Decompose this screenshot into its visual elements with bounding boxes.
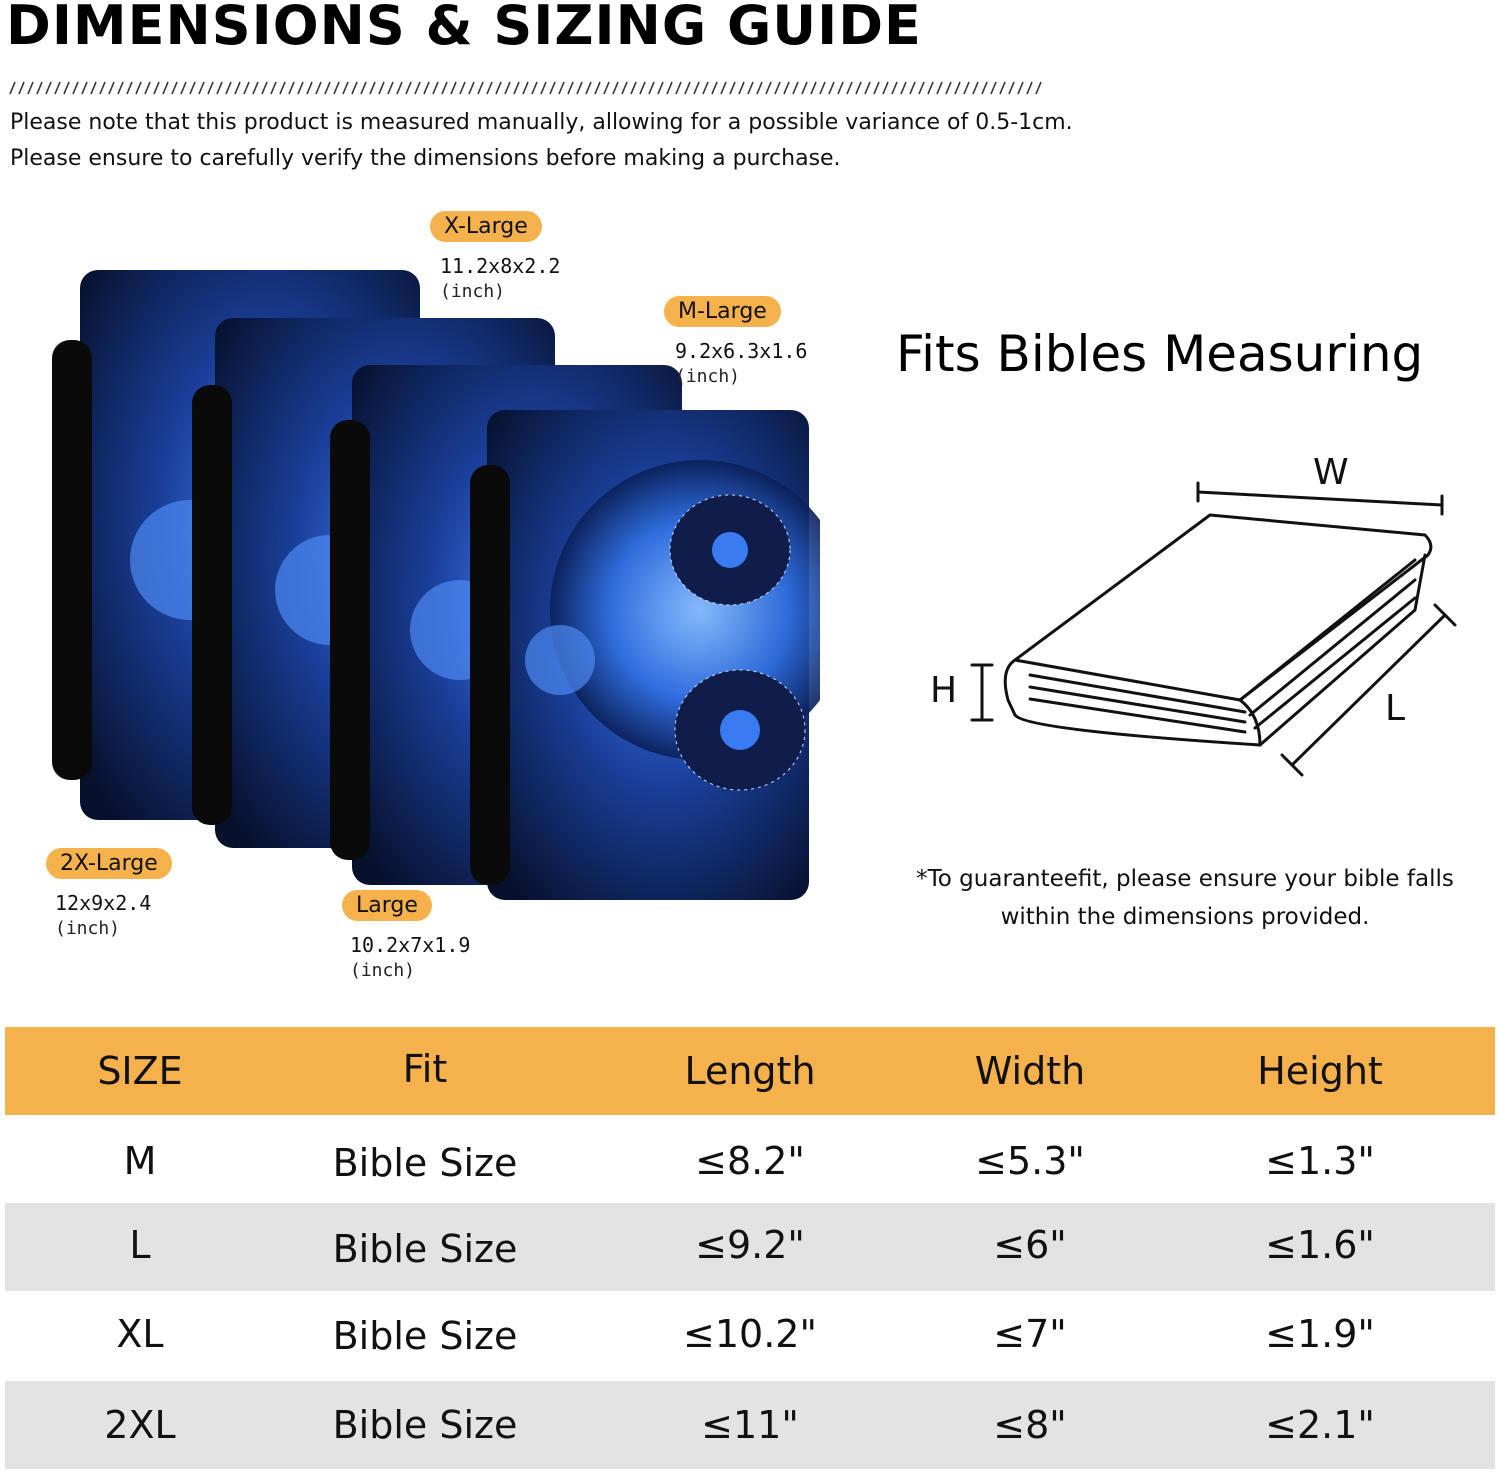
cell-fit: Bible Size: [332, 1403, 518, 1447]
unit-mlarge: (inch): [675, 366, 741, 387]
cell-size: XL: [116, 1312, 164, 1356]
header-size: SIZE: [97, 1049, 183, 1093]
dims-xlarge: 11.2x8x2.2: [440, 254, 561, 278]
badge-xlarge: X-Large: [430, 211, 542, 242]
guarantee-note: [880, 860, 1490, 936]
w-label: W: [1313, 452, 1349, 493]
cell-size: M: [123, 1139, 157, 1183]
cell-length: ≤11": [701, 1403, 799, 1447]
badge-mlarge: M-Large: [664, 296, 781, 327]
cell-length: ≤10.2": [683, 1312, 817, 1356]
page-title: DIMENSIONS & SIZING GUIDE: [6, 0, 922, 57]
h-label: H: [930, 670, 958, 711]
cell-height: ≤1.3": [1265, 1139, 1375, 1183]
header-length: Length: [684, 1049, 816, 1093]
cover-mlarge: [470, 410, 820, 900]
cell-width: ≤7": [993, 1312, 1067, 1356]
hatch-divider: [8, 80, 1048, 96]
badge-2xlarge: 2X-Large: [46, 848, 172, 879]
dims-2xlarge: 12x9x2.4: [55, 891, 152, 915]
cell-length: ≤8.2": [695, 1139, 805, 1183]
header-fit: Fit: [402, 1047, 448, 1091]
unit-xlarge: (inch): [440, 281, 506, 302]
cell-width: ≤5.3": [975, 1139, 1085, 1183]
note-line-2: Please ensure to carefully verify the dimensions before making a purchase.: [10, 146, 841, 171]
cell-length: ≤9.2": [695, 1223, 805, 1267]
cell-width: ≤8": [993, 1403, 1067, 1447]
book-diagram: [920, 450, 1480, 790]
guarantee-line-1: *To guaranteefit, please ensure your bible falls: [916, 866, 1454, 892]
l-label: L: [1385, 688, 1406, 729]
cell-fit: Bible Size: [332, 1141, 518, 1185]
dims-mlarge: 9.2x6.3x1.6: [675, 339, 808, 363]
cell-size: 2XL: [104, 1403, 176, 1447]
header-width: Width: [974, 1049, 1086, 1093]
note-line-1: Please note that this product is measured manually, allowing for a possible variance of 0.5-1cm.: [10, 110, 1073, 135]
table-row: [5, 1381, 1495, 1469]
cell-height: ≤1.6": [1265, 1223, 1375, 1267]
cell-height: ≤1.9": [1265, 1312, 1375, 1356]
cell-fit: Bible Size: [332, 1227, 518, 1271]
fits-heading: Fits Bibles Measuring: [896, 325, 1424, 383]
badge-large: Large: [342, 890, 432, 921]
guarantee-line-2: within the dimensions provided.: [1000, 904, 1370, 930]
unit-2xlarge: (inch): [55, 918, 121, 939]
table-row: [5, 1203, 1495, 1291]
unit-large: (inch): [350, 960, 416, 981]
table-row: [5, 1119, 1495, 1207]
cell-width: ≤6": [993, 1223, 1067, 1267]
table-header-row: [5, 1027, 1495, 1115]
cell-fit: Bible Size: [332, 1314, 518, 1358]
cell-height: ≤2.1": [1265, 1403, 1375, 1447]
cell-size: L: [129, 1223, 151, 1267]
dims-large: 10.2x7x1.9: [350, 933, 471, 957]
table-row: [5, 1292, 1495, 1380]
header-height: Height: [1257, 1049, 1383, 1093]
